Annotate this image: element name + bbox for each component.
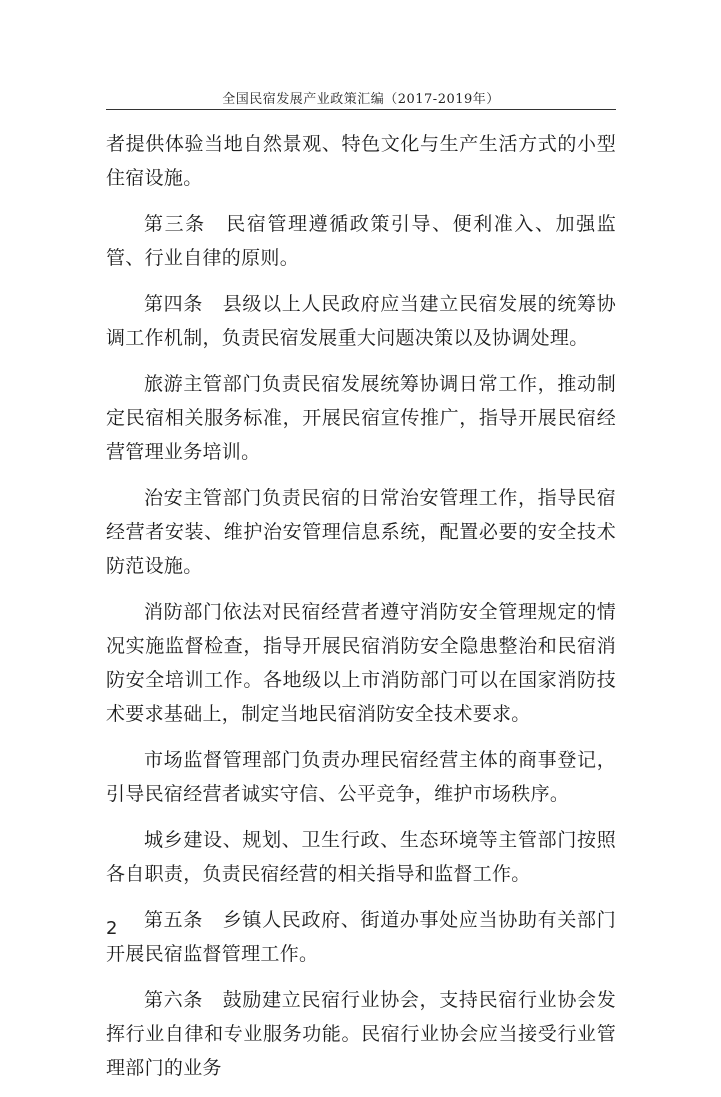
running-header: 全国民宿发展产业政策汇编（2017-2019年）: [222, 92, 500, 107]
paragraph-article-6: 第六条 鼓励建立民宿行业协会，支持民宿行业协会发挥行业自律和专业服务功能。民宿行业协会应当接受行业管理部门的业务: [106, 989, 616, 1079]
page-number: 2: [106, 918, 118, 939]
paragraph: 城乡建设、规划、卫生行政、生态环境等主管部门按照各自职责，负责民宿经营的相关指导和监督工作。: [106, 829, 616, 885]
paragraph: 者提供体验当地自然景观、特色文化与生产生活方式的小型住宿设施。: [106, 133, 616, 189]
paragraph: 市场监督管理部门负责办理民宿经营主体的商事登记，引导民宿经营者诚实守信、公平竞争，维护市场秩序。: [106, 749, 616, 805]
paragraph: 治安主管部门负责民宿的日常治安管理工作，指导民宿经营者安装、维护治安管理信息系统，配置必要的安全技术防范设施。: [106, 487, 616, 577]
paragraph: 消防部门依法对民宿经营者遵守消防安全管理规定的情况实施监督检查，指导开展民宿消防安全隐患整治和民宿消防安全培训工作。各地级以上市消防部门可以在国家消防技术要求基础上，制定当地民宿消防安全技术要求。: [106, 601, 616, 725]
paragraph-article-3: 第三条 民宿管理遵循政策引导、便利准入、加强监管、行业自律的原则。: [106, 213, 616, 269]
body-text: [106, 127, 616, 1097]
paragraph-article-4: 第四条 县级以上人民政府应当建立民宿发展的统筹协调工作机制，负责民宿发展重大问题决策以及协调处理。: [106, 293, 616, 349]
paragraph-article-5: 第五条 乡镇人民政府、街道办事处应当协助有关部门开展民宿监督管理工作。: [106, 909, 616, 965]
paragraph: 旅游主管部门负责民宿发展统筹协调日常工作，推动制定民宿相关服务标准，开展民宿宣传推广，指导开展民宿经营管理业务培训。: [106, 373, 616, 463]
header-rule: [106, 109, 616, 110]
